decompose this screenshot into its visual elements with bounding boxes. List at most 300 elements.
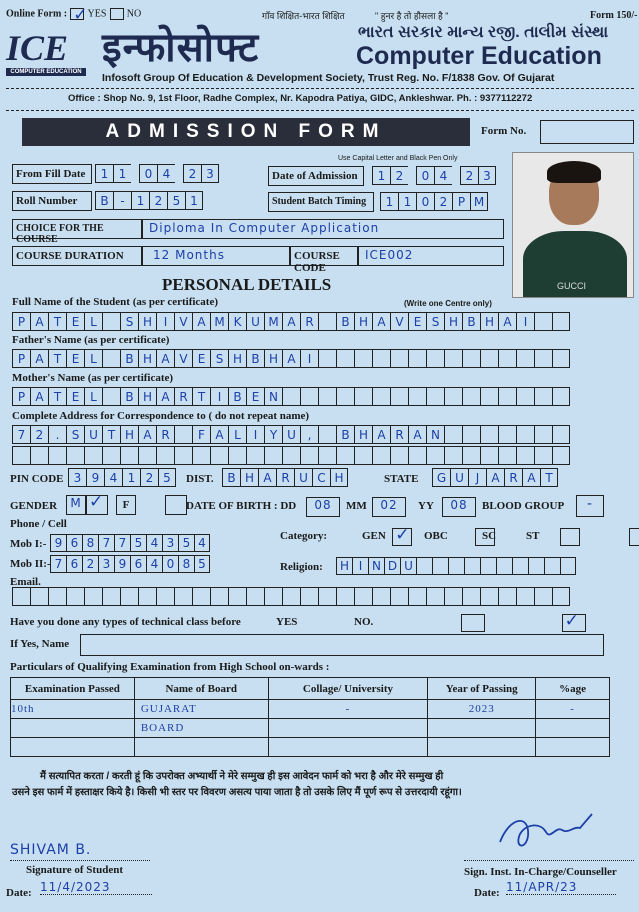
char-cell	[480, 587, 498, 606]
char-cell: A	[138, 425, 156, 444]
if-yes-name-label: If Yes, Name	[10, 638, 70, 650]
char-cell	[354, 587, 372, 606]
tech-no-checkbox[interactable]	[562, 614, 586, 632]
char-cell: L	[84, 312, 102, 331]
form-no-field[interactable]	[540, 120, 634, 144]
char-cell	[102, 446, 120, 465]
char-cell: R	[504, 468, 522, 487]
char-cell: U	[84, 425, 102, 444]
student-signature-label: Signature of Student	[26, 864, 123, 876]
char-cell	[246, 446, 264, 465]
table-cell[interactable]	[268, 719, 428, 738]
gender-f-box: F	[116, 495, 136, 515]
char-cell: M	[470, 192, 488, 211]
technical-class-label: Have you done any types of technical class before	[10, 616, 241, 628]
personal-details-heading: PERSONAL DETAILS	[162, 275, 332, 294]
full-name-grid[interactable]	[12, 312, 570, 331]
char-cell: A	[30, 349, 48, 368]
char-cell: H	[138, 387, 156, 406]
char-cell	[174, 425, 192, 444]
char-cell: E	[408, 312, 426, 331]
char-cell	[30, 446, 48, 465]
char-cell	[174, 446, 192, 465]
char-cell	[498, 349, 516, 368]
online-yes-checkbox[interactable]	[70, 8, 84, 20]
char-cell: 0	[139, 164, 157, 183]
char-cell: B	[95, 191, 113, 210]
char-cell	[444, 425, 462, 444]
char-cell	[516, 425, 534, 444]
char-cell	[102, 349, 120, 368]
char-cell	[408, 446, 426, 465]
char-cell: D	[384, 557, 400, 575]
char-cell: R	[156, 425, 174, 444]
char-cell	[480, 349, 498, 368]
char-cell: I	[300, 349, 318, 368]
char-cell: 7	[50, 555, 66, 573]
roll-number-label: Roll Number	[12, 191, 92, 211]
char-cell	[102, 312, 120, 331]
course-code-label: COURSE CODE	[290, 246, 358, 266]
email-grid[interactable]	[12, 587, 570, 606]
slogan-hindi: गाँव शिक्षित-भारत शिक्षित	[262, 11, 345, 21]
religion-grid[interactable]	[336, 557, 576, 575]
father-name-label: Father's Name (as per certificate)	[12, 334, 170, 346]
char-cell	[372, 387, 390, 406]
char-cell: G	[432, 468, 450, 487]
table-cell[interactable]: -	[536, 700, 610, 719]
exam-col-header: Collage/ University	[268, 678, 428, 700]
header-divider-2	[6, 110, 634, 111]
email-label: Email.	[10, 576, 41, 588]
char-cell	[174, 587, 192, 606]
char-cell: M	[264, 312, 282, 331]
char-cell: H	[444, 312, 462, 331]
char-cell: E	[66, 312, 84, 331]
char-cell: A	[522, 468, 540, 487]
char-cell: 3	[162, 534, 178, 552]
char-cell	[552, 587, 570, 606]
tech-yes-label: YES	[276, 616, 298, 628]
header-divider	[6, 88, 634, 89]
student-signature: SHIVAM B.	[10, 842, 92, 858]
online-yes-label: YES	[87, 8, 107, 20]
char-cell	[66, 446, 84, 465]
table-cell[interactable]	[11, 719, 135, 738]
char-cell: A	[372, 312, 390, 331]
char-cell: 0	[416, 192, 434, 211]
char-cell	[156, 587, 174, 606]
category-gen-label: GEN	[362, 530, 386, 542]
char-cell	[560, 557, 576, 575]
char-cell: 1	[372, 166, 390, 185]
char-cell	[408, 387, 426, 406]
char-cell	[464, 557, 480, 575]
table-cell[interactable]: BOARD	[134, 719, 268, 738]
from-fill-date-grid[interactable]	[95, 164, 219, 183]
if-yes-name-field[interactable]	[80, 634, 604, 656]
char-cell	[448, 557, 464, 575]
category-obc-checkbox-2[interactable]	[560, 528, 580, 546]
char-cell	[12, 446, 30, 465]
dist-grid[interactable]	[222, 468, 348, 487]
char-cell: 5	[194, 555, 210, 573]
char-cell: B	[336, 425, 354, 444]
write-one-centre: (Write one Centre only)	[404, 299, 492, 308]
pin-code-label: PIN CODE	[10, 473, 64, 485]
dob-dd-field[interactable]: 08	[306, 497, 340, 517]
char-cell: 2	[140, 468, 158, 487]
char-cell	[528, 557, 544, 575]
roll-number-grid[interactable]	[95, 191, 203, 210]
char-cell: I	[156, 312, 174, 331]
char-cell: H	[138, 349, 156, 368]
char-cell: B	[222, 468, 240, 487]
char-cell: N	[426, 425, 444, 444]
char-cell	[84, 587, 102, 606]
char-cell: A	[192, 312, 210, 331]
char-cell: I	[352, 557, 368, 575]
category-sc-label: SC	[482, 530, 497, 542]
char-cell: 7	[12, 425, 30, 444]
char-cell: A	[498, 312, 516, 331]
char-cell	[318, 387, 336, 406]
exam-header-row	[11, 678, 610, 700]
dob-mm-field[interactable]: 02	[372, 497, 406, 517]
char-cell	[462, 349, 480, 368]
photo-hair	[547, 161, 601, 183]
yy-label: YY	[418, 500, 434, 512]
char-cell: B	[228, 387, 246, 406]
state-label: STATE	[384, 473, 419, 485]
char-cell: P	[12, 349, 30, 368]
char-cell: H	[228, 349, 246, 368]
char-cell: S	[426, 312, 444, 331]
char-cell	[408, 349, 426, 368]
address-grid-2[interactable]	[12, 446, 570, 465]
char-cell	[390, 446, 408, 465]
char-cell: 9	[86, 468, 104, 487]
char-cell	[462, 446, 480, 465]
char-cell	[516, 446, 534, 465]
table-cell[interactable]	[428, 738, 536, 757]
char-cell: 6	[66, 555, 82, 573]
char-cell: 2	[30, 425, 48, 444]
exam-table	[10, 677, 610, 757]
student-date: 11/4/2023	[40, 880, 152, 895]
char-cell: 0	[162, 555, 178, 573]
char-cell: H	[336, 557, 352, 575]
char-cell: 1	[113, 164, 131, 183]
char-cell	[534, 387, 552, 406]
char-cell	[282, 446, 300, 465]
char-cell: 7	[114, 534, 130, 552]
char-cell	[318, 446, 336, 465]
signature-scribble	[500, 814, 592, 846]
char-cell: T	[192, 387, 210, 406]
char-cell	[390, 349, 408, 368]
char-cell	[264, 446, 282, 465]
char-cell: T	[48, 349, 66, 368]
mob2-grid[interactable]	[50, 555, 210, 573]
char-cell	[192, 587, 210, 606]
char-cell: H	[330, 468, 348, 487]
gender-m-box[interactable]: M	[66, 495, 86, 515]
char-cell: 5	[178, 534, 194, 552]
char-cell: A	[372, 425, 390, 444]
table-row	[11, 738, 610, 757]
char-cell: A	[282, 312, 300, 331]
char-cell	[426, 587, 444, 606]
char-cell: A	[30, 312, 48, 331]
address-grid-1[interactable]	[12, 425, 570, 444]
char-cell	[48, 446, 66, 465]
char-cell: E	[66, 387, 84, 406]
char-cell: A	[156, 387, 174, 406]
char-cell: -	[113, 191, 131, 210]
char-cell: 4	[146, 555, 162, 573]
char-cell: B	[462, 312, 480, 331]
gender-m-checkbox[interactable]	[86, 495, 108, 515]
char-cell: 6	[66, 534, 82, 552]
mob1-grid[interactable]	[50, 534, 210, 552]
exam-col-header: Year of Passing	[428, 678, 536, 700]
char-cell: P	[12, 387, 30, 406]
date-of-admission-grid[interactable]	[372, 166, 496, 185]
char-cell	[426, 349, 444, 368]
char-cell	[552, 349, 570, 368]
category-obc-label: OBC	[424, 530, 448, 542]
student-sign-line	[10, 860, 150, 861]
char-cell	[138, 587, 156, 606]
student-date-label: Date:	[6, 887, 32, 899]
category-gen-checkbox[interactable]	[392, 528, 412, 546]
tech-yes-checkbox[interactable]	[461, 614, 485, 632]
dob-yy-field[interactable]: 08	[442, 497, 476, 517]
char-cell	[318, 587, 336, 606]
char-cell	[210, 587, 228, 606]
declaration-line-1: मैं सत्यापित करता / करती हूं कि उपरोक्त अभ्यार्थी ने मेरे सम्मुख ही इस आवेदन फार्म को भरा है और मेरे सम्मुख ही	[40, 771, 444, 782]
char-cell	[390, 587, 408, 606]
char-cell: 1	[185, 191, 203, 210]
char-cell	[354, 446, 372, 465]
char-cell: F	[192, 425, 210, 444]
char-cell: A	[210, 425, 228, 444]
char-cell: U	[294, 468, 312, 487]
admission-form-title: ADMISSION FORM	[22, 118, 470, 146]
char-cell: A	[486, 468, 504, 487]
online-form-label: Online Form :	[6, 8, 68, 20]
char-cell	[102, 387, 120, 406]
char-cell: V	[174, 312, 192, 331]
table-cell[interactable]	[536, 719, 610, 738]
course-duration-field[interactable]: 12 Months	[142, 246, 290, 266]
char-cell: T	[48, 387, 66, 406]
char-cell	[480, 557, 496, 575]
char-cell: R	[390, 425, 408, 444]
dist-label: DIST.	[186, 473, 214, 485]
char-cell: .	[48, 425, 66, 444]
table-cell[interactable]	[134, 738, 268, 757]
char-cell	[336, 387, 354, 406]
course-duration-label: COURSE DURATION	[12, 246, 142, 266]
char-cell: L	[84, 349, 102, 368]
full-name-label: Full Name of the Student (as per certificate)	[12, 296, 218, 308]
char-cell: A	[408, 425, 426, 444]
char-cell: T	[540, 468, 558, 487]
char-cell	[84, 446, 102, 465]
char-cell	[282, 587, 300, 606]
inst-date: 11/APR/23	[506, 880, 616, 895]
from-fill-date-label: From Fill Date	[12, 164, 92, 184]
char-cell: 4	[194, 534, 210, 552]
char-cell: V	[390, 312, 408, 331]
char-cell	[498, 387, 516, 406]
char-cell	[372, 349, 390, 368]
char-cell	[12, 587, 30, 606]
char-cell	[372, 446, 390, 465]
char-cell: R	[174, 387, 192, 406]
char-cell	[282, 387, 300, 406]
char-cell	[210, 446, 228, 465]
form-price: Form 150/-	[590, 10, 638, 21]
course-code-field[interactable]: ICE002	[358, 246, 504, 266]
table-cell[interactable]	[11, 738, 135, 757]
char-cell	[534, 587, 552, 606]
table-cell[interactable]	[268, 738, 428, 757]
category-sc-checkbox[interactable]	[629, 528, 639, 546]
char-cell	[192, 446, 210, 465]
inst-sign-line	[464, 860, 634, 861]
table-cell[interactable]: -	[268, 700, 428, 719]
char-cell	[432, 557, 448, 575]
course-choice-label: CHOICE FOR THE COURSE	[12, 219, 142, 239]
char-cell: B	[336, 312, 354, 331]
char-cell	[498, 587, 516, 606]
char-cell: 1	[131, 191, 149, 210]
char-cell: H	[264, 349, 282, 368]
instruction-text: Use Capital Letter and Black Pen Only	[338, 155, 458, 162]
char-cell	[516, 387, 534, 406]
char-cell: 8	[178, 555, 194, 573]
char-cell	[408, 587, 426, 606]
table-cell[interactable]	[428, 719, 536, 738]
gender-label: GENDER	[10, 500, 58, 512]
char-cell: B	[246, 349, 264, 368]
char-cell: H	[354, 425, 372, 444]
char-cell: L	[228, 425, 246, 444]
slogan-quote: " हुनर है तो हौसला है "	[375, 11, 449, 21]
photo-shirt-text: GUCCI	[557, 281, 586, 291]
char-cell	[462, 387, 480, 406]
char-cell	[462, 425, 480, 444]
char-cell: C	[312, 468, 330, 487]
table-cell[interactable]: GUJARAT	[134, 700, 268, 719]
char-cell	[512, 557, 528, 575]
table-cell[interactable]	[536, 738, 610, 757]
online-no-label: NO	[126, 8, 142, 20]
tech-no-label: NO.	[354, 616, 374, 628]
char-cell	[336, 587, 354, 606]
table-cell[interactable]: 2023	[428, 700, 536, 719]
course-choice-field[interactable]: Diploma In Computer Application	[142, 219, 504, 239]
char-cell	[444, 349, 462, 368]
char-cell	[462, 587, 480, 606]
logo-caption: COMPUTER EDUCATION	[6, 68, 86, 76]
pin-code-grid[interactable]	[68, 468, 176, 487]
table-row	[11, 700, 610, 719]
char-cell	[120, 587, 138, 606]
char-cell: 1	[380, 192, 398, 211]
char-cell	[228, 446, 246, 465]
char-cell: S	[120, 312, 138, 331]
table-cell[interactable]: 10th	[11, 700, 135, 719]
exam-col-header: Name of Board	[134, 678, 268, 700]
char-cell	[480, 425, 498, 444]
state-grid[interactable]	[432, 468, 558, 487]
blood-group-field[interactable]: -	[576, 495, 604, 517]
char-cell: 3	[478, 166, 496, 185]
char-cell: 5	[167, 191, 185, 210]
char-cell	[30, 587, 48, 606]
logo-text: ICE	[6, 28, 69, 68]
char-cell: 2	[390, 166, 408, 185]
student-photo	[512, 152, 634, 298]
char-cell: 4	[157, 164, 175, 183]
religion-label: Religion:	[280, 561, 323, 573]
char-cell: K	[228, 312, 246, 331]
char-cell	[552, 387, 570, 406]
mother-name-grid[interactable]	[12, 387, 570, 406]
char-cell: 4	[434, 166, 452, 185]
char-cell	[552, 312, 570, 331]
char-cell: 9	[50, 534, 66, 552]
batch-timing-label: Student Batch Timing	[268, 192, 374, 212]
brand-english: Computer Education	[356, 42, 602, 70]
char-cell: 3	[68, 468, 86, 487]
gender-f-checkbox[interactable]	[165, 495, 187, 515]
char-cell: N	[264, 387, 282, 406]
char-cell	[48, 587, 66, 606]
blood-group-label: BLOOD GROUP	[482, 500, 565, 512]
char-cell: U	[450, 468, 468, 487]
char-cell	[534, 312, 552, 331]
char-cell	[516, 587, 534, 606]
office-address: Office : Shop No. 9, 1st Floor, Radhe Complex, Nr. Kapodra Patiya, GIDC, Ankleshwar. Ph. : 9377112272	[68, 93, 533, 104]
father-name-grid[interactable]	[12, 349, 570, 368]
char-cell: E	[66, 349, 84, 368]
category-st-label: ST	[526, 530, 540, 542]
char-cell: 1	[398, 192, 416, 211]
char-cell	[228, 587, 246, 606]
mob2-label: Mob II:-	[10, 558, 51, 570]
society-line: Infosoft Group Of Education & Development Society, Trust Reg. No. F/1838 Gov. Of Gujarat	[102, 72, 555, 84]
char-cell	[66, 587, 84, 606]
char-cell: 2	[82, 555, 98, 573]
char-cell: H	[480, 312, 498, 331]
batch-timing-grid[interactable]	[380, 192, 488, 211]
char-cell	[444, 446, 462, 465]
char-cell	[426, 387, 444, 406]
char-cell: B	[120, 349, 138, 368]
char-cell: H	[354, 312, 372, 331]
char-cell: P	[452, 192, 470, 211]
char-cell	[444, 587, 462, 606]
char-cell: 2	[460, 166, 478, 185]
char-cell: N	[368, 557, 384, 575]
address-label: Complete Address for Correspondence to ( do not repeat name)	[12, 410, 310, 422]
char-cell	[534, 446, 552, 465]
